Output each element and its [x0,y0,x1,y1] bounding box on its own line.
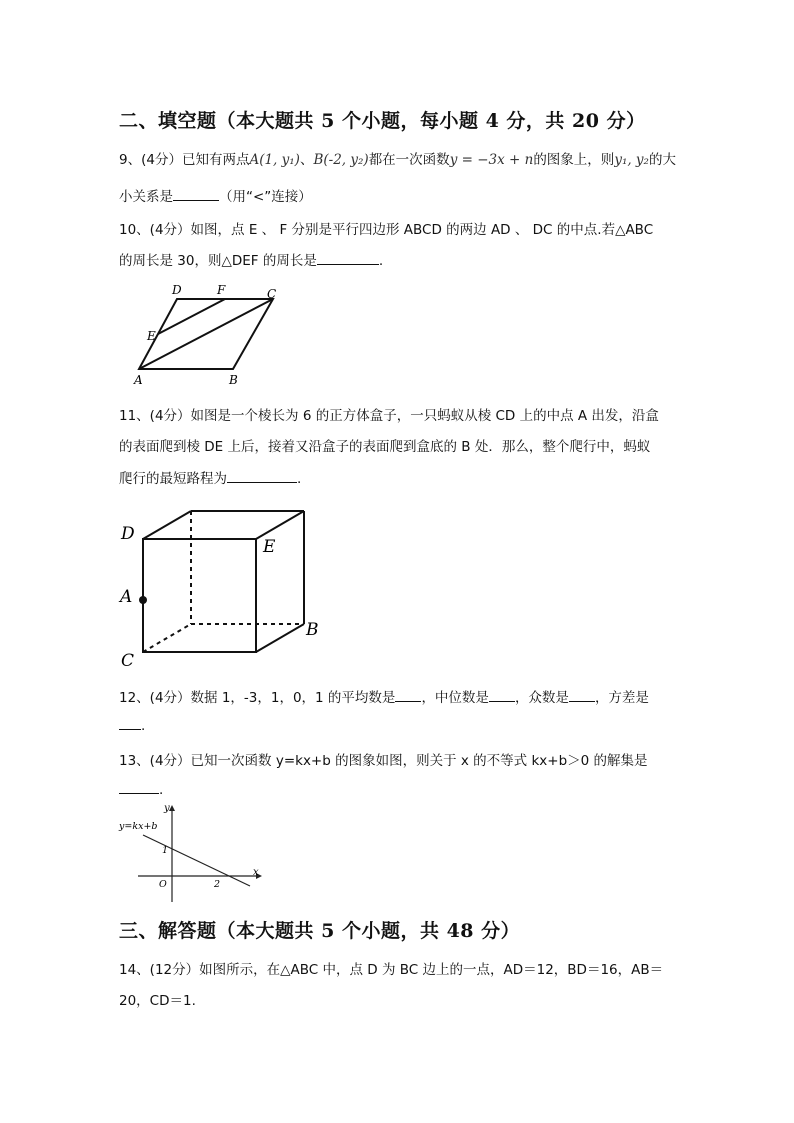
question-9-line-2 [119,185,312,205]
graph-label-function: y=kx+b [119,821,158,832]
section-heading-fill-in: 二、填空题（本大题共 5 个小题，每小题 4 分，共 20 分） [119,110,646,132]
cube-label-c: C [121,651,135,670]
cube-label-d: D [121,524,135,544]
cube-edge-bottom-right [256,624,304,652]
cube-label-b: B [306,620,319,640]
q11-line3-text: 爬行的最短路程为 [119,471,227,487]
q12-text: 12、(4分）数据 1，-3，1，0，1 的平均数是 [119,690,396,706]
q10-line2-end: . [378,253,384,269]
q12-line2-end: . [141,718,146,734]
cube-hidden-edge-diagonal [143,624,191,652]
q9-answer-blank [173,188,219,201]
parallelogram-figure [130,282,290,390]
question-13-line-2 [119,781,163,798]
question-13-line-1: 13、(4分）已知一次函数 y=kx+b 的图象如图，则关于 x 的不等式 kx+b＞0 的解集是 [119,753,648,769]
graph-label-two: 2 [214,879,221,890]
q11-answer-blank [227,470,297,483]
question-14-line-2: 20，CD＝1. [119,993,196,1009]
label-c: C [267,287,277,301]
q11-line3-end: . [297,471,302,487]
cube-label-e: E [263,537,276,557]
q9-line2-text: 小关系是 [119,189,173,205]
question-14-line-1: 14、(12分）如图所示，在△ABC 中，点 D 为 BC 边上的一点，AD＝12，BD＝16，AB＝ [119,962,664,978]
label-b: B [229,373,238,387]
q9-line2-hint: （用“<”连接） [219,189,312,205]
q12-variance-label: ，方差是 [594,690,649,706]
q10-answer-blank [317,252,379,265]
label-e: E [147,329,156,343]
q9-end-text: 的大 [648,152,676,168]
question-10-line-2 [119,249,383,269]
q9-function: y = −3x + n [449,152,534,168]
label-f: F [217,283,226,297]
label-a: A [134,373,143,387]
graph-label-one: 1 [162,845,169,856]
q13-line2-end: . [159,782,164,798]
graph-label-x: x [253,867,259,878]
question-10-line-1: 10、(4分）如图，点 E 、 F 分别是平行四边形 ABCD 的两边 AD 、 DC 的中点.若△ABC [119,222,654,238]
cube-label-a: A [120,587,133,607]
q9-point-b: B(-2, y₂) [313,152,369,168]
q12-mode-label: ，众数是 [514,690,569,706]
question-12-line-1 [119,686,649,706]
graph-label-origin: O [159,879,167,890]
point-a-marker [139,596,147,604]
y-axis-arrow [169,805,175,811]
question-11-line-2: 的表面爬到棱 DE 上后，接着又沿盒子的表面爬到盒底的 B 处．那么，整个爬行中，蚂蚁 [119,439,651,455]
graph-label-y: y [164,803,170,814]
section-heading-answer: 三、解答题（本大题共 5 个小题，共 48 分） [119,920,521,942]
question-11-line-1: 11、(4分）如图是一个棱长为 6 的正方体盒子，一只蚂蚁从棱 CD 上的中点 A 出发，沿盒 [119,408,659,424]
question-11-line-3 [119,467,301,487]
linear-function-graph [116,802,266,904]
q12-blank-mode [569,689,595,702]
cube-edge-top-right [256,511,304,539]
q9-prefix: 9、(4分）已知有两点 [119,152,250,168]
q9-variables: y₁, y₂ [614,152,649,168]
q10-line2-text: 的周长是 30，则△DEF 的周长是 [119,253,317,269]
cube-figure [116,505,326,670]
q12-blank-mean [395,689,421,702]
q13-answer-blank [119,781,159,794]
question-9-line-1 [119,148,676,168]
q12-blank-median [489,689,515,702]
cube-front-face [143,539,256,652]
question-12-line-2 [119,717,145,734]
q9-mid-text: 都在一次函数 [368,152,450,168]
q12-median-label: ，中位数是 [421,690,489,706]
q9-point-a: A(1, y₁) [249,152,300,168]
cube-edge-top-left [143,511,191,539]
label-d: D [172,283,182,297]
q9-separator: 、 [299,152,314,168]
q12-blank-variance [119,717,141,730]
q9-mid-text-2: 的图象上，则 [533,152,615,168]
